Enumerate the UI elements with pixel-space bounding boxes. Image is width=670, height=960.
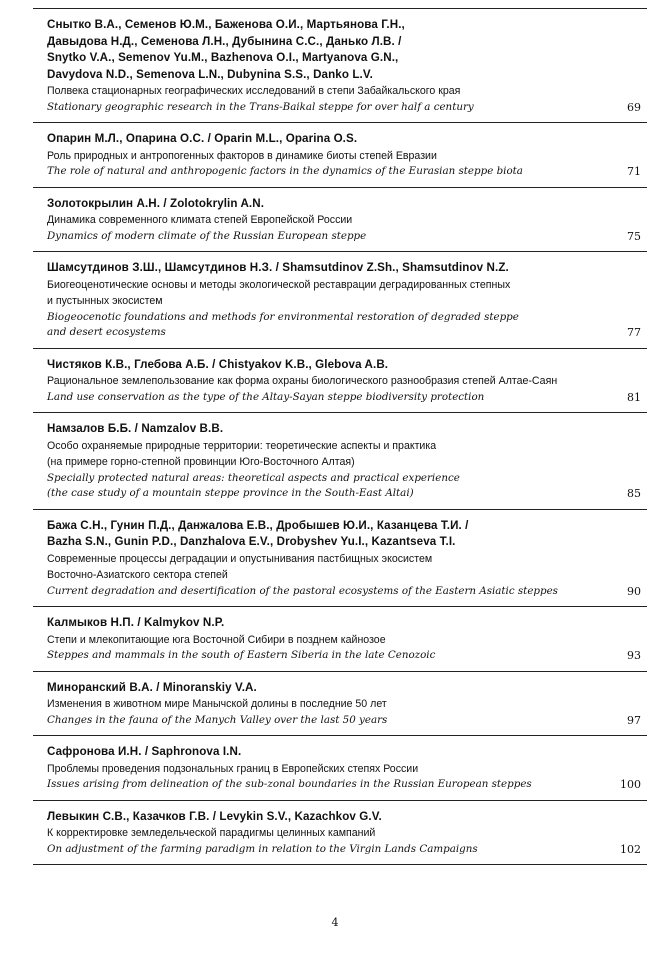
entry-authors: Чистяков К.В., Глебова А.Б. / Chistyakov K.B., Glebova A.B. [47, 357, 389, 371]
entry-authors: Опарин М.Л., Опарина О.С. / Oparin M.L., Oparina O.S. [47, 132, 358, 145]
entry-page-number: 75 [627, 229, 641, 243]
entry-authors: Сафронова И.Н. / Saphronova I.N. [47, 745, 242, 758]
entry-title-ru: Рациональное землепользование как форма охраны биологического разнообразия степей Алтае-Саян [47, 375, 558, 387]
entry-page-number: 69 [627, 100, 641, 114]
entry-page-number: 81 [627, 390, 641, 404]
entry-title-en: and desert ecosystems [47, 326, 166, 338]
toc-entry [33, 8, 647, 123]
entry-title-en: Biogeocenotic foundations and methods for environmental restoration of degraded steppe [47, 310, 519, 323]
entry-authors: Золотокрылин А.Н. / Zolotokrylin A.N. [47, 196, 265, 210]
entry-authors: Шамсутдинов З.Ш., Шамсутдинов Н.З. / Shamsutdinov Z.Sh., Shamsutdinov N.Z. [47, 261, 509, 274]
entry-title-ru: Биогеоценотические основы и методы экологической реставрации деградированных степных [47, 278, 511, 291]
entry-title-en: Specially protected natural areas: theoretical aspects and practical experience [47, 471, 460, 484]
entry-page-number: 85 [627, 487, 641, 500]
entry-title-en: The role of natural and anthropogenic factors in the dynamics of the Eurasian steppe biota [47, 165, 523, 177]
entry-authors: Давыдова Н.Д., Семенова Л.Н., Дубынина С.С., Данько Л.В. / [47, 34, 402, 48]
toc-entry [33, 252, 647, 349]
entry-page-number: 97 [627, 713, 641, 727]
entry-authors: Bazha S.N., Gunin P.D., Danzhalova E.V., Drobyshev Yu.I., Kazantseva T.I. [47, 535, 456, 548]
entry-title-ru: Проблемы проведения подзональных границ в Европейских степях России [47, 762, 419, 775]
table-of-contents [33, 8, 647, 865]
entry-title-ru: Полвека стационарных географических исследований в степи Забайкальского края [47, 85, 461, 97]
entry-title-ru: Современные процессы деградации и опустынивания пастбищных экосистем [47, 552, 433, 565]
entry-title-ru: Изменения в животном мире Манычской долины в последние 50 лет [47, 698, 387, 710]
entry-authors: Бажа С.Н., Гунин П.Д., Данжалова Е.В., Дробышев Ю.И., Казанцева Т.И. / [47, 518, 469, 532]
entry-title-ru: К корректировке земледельческой парадигмы целинных кампаний [47, 827, 376, 839]
entry-page-number: 102 [620, 842, 641, 856]
entry-authors: Левыкин С.В., Казачков Г.В. / Levykin S.V., Kazachkov G.V. [47, 809, 382, 823]
entry-title-en: Issues arising from delineation of the sub-zonal boundaries in the Russian European steppes [47, 778, 532, 790]
entry-title-ru: Восточно-Азиатского сектора степей [47, 569, 228, 581]
entry-title-ru: Степи и млекопитающие юга Восточной Сибири в позднем кайнозое [47, 633, 386, 646]
entry-title-ru: Динамика современного климата степей Европейской России [47, 214, 353, 226]
entry-authors: Миноранский В.А. / Minoranskiy V.A. [47, 680, 257, 694]
page-number: 4 [331, 916, 339, 929]
entry-title-en: Changes in the fauna of the Manych Valley over the last 50 years [47, 713, 388, 726]
toc-entry [33, 736, 647, 801]
toc-entry [33, 188, 647, 253]
entry-title-ru: (на примере горно-степной провинции Юго-Восточного Алтая) [47, 456, 355, 468]
entry-page-number: 71 [627, 165, 641, 178]
entry-title-ru: и пустынных экосистем [47, 295, 163, 307]
entry-authors: Снытко В.А., Семенов Ю.М., Баженова О.И., Мартьянова Г.Н., [47, 18, 405, 31]
toc-entry [33, 672, 647, 737]
entry-authors: Намзалов Б.Б. / Namzalov B.B. [47, 422, 224, 435]
entry-authors: Snytko V.A., Semenov Yu.M., Bazhenova O.I., Martyanova G.N., [47, 51, 399, 64]
toc-entry [33, 123, 647, 188]
entry-authors: Davydova N.D., Semenova L.N., Dubynina S.S., Danko L.V. [47, 67, 373, 81]
toc-entry [33, 510, 647, 608]
entry-page-number: 90 [627, 584, 641, 598]
entry-title-en: (the case study of a mountain steppe province in the South-East Altai) [47, 487, 414, 499]
entry-title-ru: Особо охраняемые природные территории: теоретические аспекты и практика [47, 439, 437, 452]
entry-title-en: Steppes and mammals in the south of Eastern Siberia in the late Cenozoic [47, 649, 436, 661]
toc-entry [33, 607, 647, 672]
toc-entry [33, 413, 647, 510]
entry-title-en: Current degradation and desertification of the pastoral ecosystems of the Eastern Asiatic steppes [47, 584, 558, 597]
entry-page-number: 100 [620, 778, 641, 791]
entry-title-en: Dynamics of modern climate of the Russian European steppe [47, 229, 367, 242]
toc-entry [33, 349, 647, 414]
entry-authors: Калмыков Н.П. / Kalmykov N.P. [47, 616, 225, 629]
entry-title-en: Land use conservation as the type of the Altay-Sayan steppe biodiversity protection [47, 390, 485, 403]
entry-title-en: On adjustment of the farming paradigm in relation to the Virgin Lands Campaigns [47, 842, 478, 855]
toc-entry [33, 801, 647, 866]
entry-page-number: 93 [627, 649, 641, 662]
entry-title-ru: Роль природных и антропогенных факторов в динамике биоты степей Евразии [47, 149, 437, 162]
entry-title-en: Stationary geographic research in the Trans-Baikal steppe for over half a century [47, 100, 474, 113]
entry-page-number: 77 [627, 326, 641, 339]
